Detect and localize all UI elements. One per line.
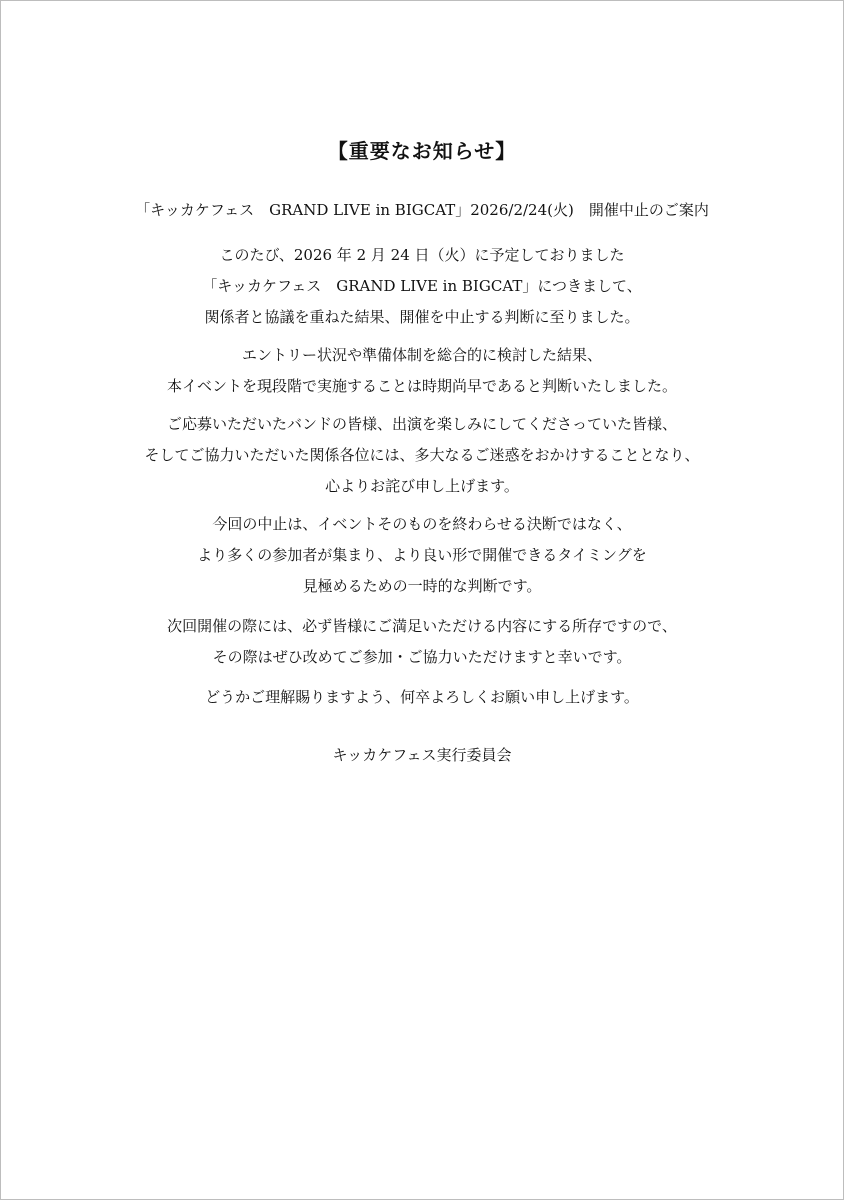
paragraph-future-intent [1, 509, 843, 602]
notice-subtitle: 「キッカケフェス GRAND LIVE in BIGCAT」2026/2/24(火) 開催中止のご案内 [135, 201, 709, 219]
signature: キッカケフェス実行委員会 [332, 746, 512, 764]
paragraph-line: ご応募いただいたバンドの皆様、出演を楽しみにしてくださっていた皆様、 [166, 415, 677, 433]
paragraph-reason [1, 340, 843, 402]
paragraph-line: 「キッカケフェス GRAND LIVE in BIGCAT」につきまして、 [202, 277, 642, 295]
paragraph-next-event [1, 611, 843, 673]
paragraph-cancellation [1, 240, 843, 333]
paragraph-line: このたび、2026 年 2 月 24 日（火）に予定しておりました [219, 246, 625, 264]
paragraph-line: エントリー状況や準備体制を総合的に検討した結果、 [241, 346, 602, 364]
paragraph-line: より多くの参加者が集まり、より良い形で開催できるタイミングを [197, 546, 647, 564]
paragraph-line: 心よりお詫び申し上げます。 [325, 477, 519, 495]
paragraph-line: どうかご理解賜りますよう、何卒よろしくお願い申し上げます。 [205, 688, 639, 706]
paragraph-line: 本イベントを現段階で実施することは時期尚早であると判断いたしました。 [166, 377, 677, 395]
paragraph-line: 見極めるための一時的な判断です。 [302, 577, 542, 595]
paragraph-line: 次回開催の際には、必ず皆様にご満足いただける内容にする所存ですので、 [167, 617, 677, 635]
paragraph-line: その際はぜひ改めてご参加・ご協力いただけますと幸いです。 [212, 648, 632, 666]
notice-title: 【重要なお知らせ】 [327, 139, 517, 163]
paragraph-line: そしてご協力いただいた関係各位には、多大なるご迷惑をおかけすることとなり、 [144, 446, 700, 464]
paragraph-closing [1, 682, 843, 713]
paragraph-apology [1, 409, 843, 502]
paragraph-line: 今回の中止は、イベントそのものを終わらせる決断ではなく、 [212, 515, 632, 533]
paragraph-line: 関係者と協議を重ねた結果、開催を中止する判断に至りました。 [204, 308, 640, 326]
